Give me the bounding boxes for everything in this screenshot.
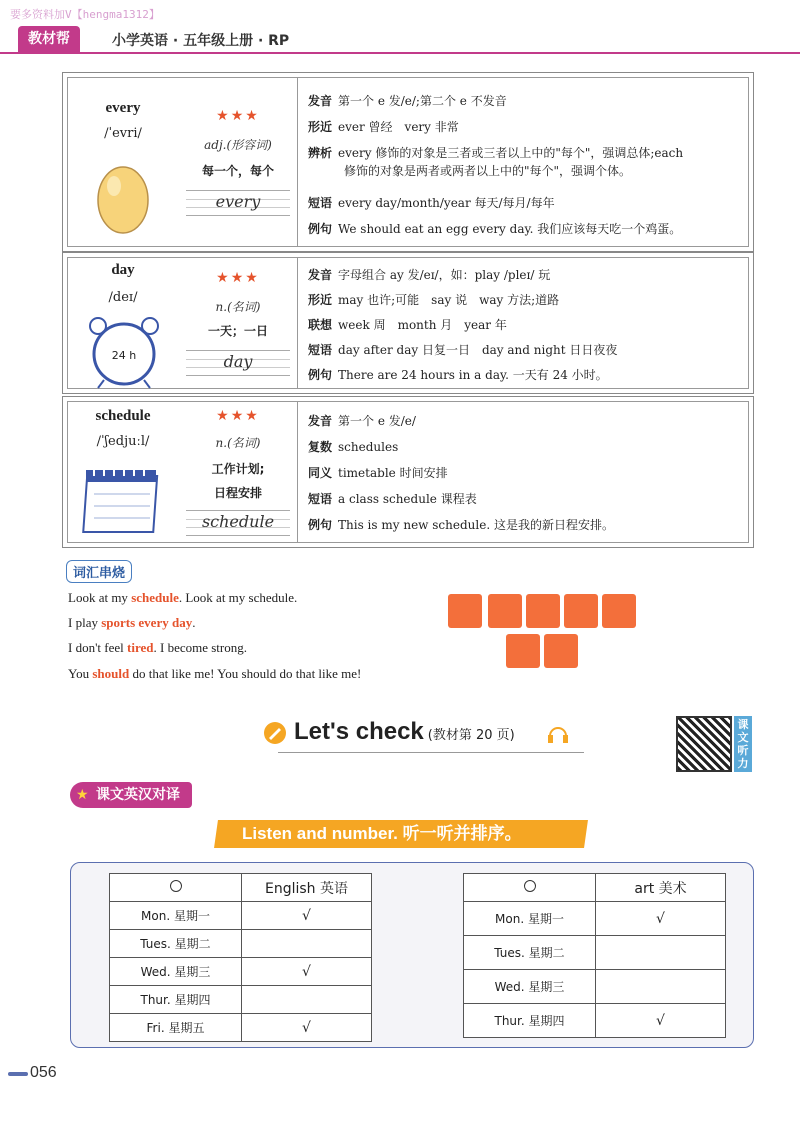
- note-row: 短语 every day/month/year 每天/每月/每年: [308, 196, 555, 210]
- column-header: English 英语: [242, 874, 372, 902]
- word-column: [68, 78, 178, 246]
- vocab-chant-tag: 词汇串烧: [66, 560, 132, 583]
- phonetic: /deɪ/: [108, 290, 138, 305]
- pencil-icon: [262, 720, 288, 746]
- definition-column: [178, 78, 298, 246]
- table-row: Wed. 星期三: [464, 970, 726, 1004]
- notes-column: [300, 402, 748, 542]
- note-row: 形近 may 也许;可能 say 说 way 方法;道路: [308, 293, 560, 307]
- notes-column: [300, 258, 748, 388]
- table-row: Mon. 星期一 √: [464, 902, 726, 936]
- part-of-speech: n.(名词): [215, 300, 261, 314]
- table-row: Fri. 星期五 √: [110, 1014, 372, 1042]
- phonetic: /ˈevri/: [104, 126, 142, 141]
- vocab-word: schedule: [95, 408, 151, 424]
- table-row: Tues. 星期二: [464, 936, 726, 970]
- swimming-icon: [602, 594, 636, 628]
- note-row: 辨析 every 修饰的对象是三者或三者以上中的"每个"，强调总体;each 修饰的对象是两者或两者以上中的"每个"，强调个体。: [308, 146, 684, 178]
- handwriting-lines: [186, 190, 290, 216]
- egg-illustration: [94, 156, 152, 236]
- headphone-icon: [546, 722, 570, 746]
- listen-banner: Listen and number. 听一听并排序。: [214, 820, 588, 848]
- top-bar: [0, 0, 800, 26]
- table-row: Mon. 星期一 √: [110, 902, 372, 930]
- page-bar: [8, 1072, 28, 1076]
- note-row: 例句 This is my new schedule. 这是我的新日程安排。: [308, 518, 614, 532]
- note-row: 例句 We should eat an egg every day. 我们应该每天吃一个鸡蛋。: [308, 222, 682, 236]
- chinese-meaning: 每一个，每个: [201, 164, 274, 178]
- note-row: 形近 ever 曾经 very 非常: [308, 120, 459, 134]
- note-row: 发音 字母组合 ay 发/eɪ/，如：play /pleɪ/ 玩: [308, 268, 551, 282]
- vocab-word: day: [111, 262, 135, 278]
- basketball-icon: [544, 634, 578, 668]
- handwriting-lines: [186, 350, 290, 376]
- part-of-speech: n.(名词): [215, 436, 261, 450]
- note-row: 例句 There are 24 hours in a day. 一天有 24 小时。: [308, 368, 608, 382]
- brand-label: 教材帮: [18, 26, 80, 52]
- art-schedule-table: [463, 873, 726, 1038]
- chinese-meaning: 工作计划;: [211, 462, 265, 476]
- handwriting-word: every: [215, 192, 261, 211]
- word-card-day: [62, 252, 754, 394]
- note-row: 同义 timetable 时间安排: [308, 466, 448, 480]
- clock-illustration: [86, 316, 162, 390]
- qr-code[interactable]: [676, 716, 732, 772]
- chant-line: I play sports every day.: [68, 615, 196, 630]
- running-icon: [488, 594, 522, 628]
- chant-line: Look at my schedule. Look at my schedule.: [68, 590, 298, 605]
- note-row: 联想 week 周 month 月 year 年: [308, 318, 507, 332]
- answer-circle[interactable]: [170, 880, 182, 892]
- lets-check-title: Let's check (教材第 20 页): [294, 718, 515, 745]
- gymnastics-icon: [564, 594, 598, 628]
- definition-column: [178, 258, 298, 388]
- word-card-every: [62, 72, 754, 252]
- part-of-speech: adj.(形容词): [204, 138, 272, 152]
- handwriting-word: day: [223, 352, 253, 371]
- divider: [278, 752, 584, 753]
- notes-column: [300, 78, 748, 246]
- chinese-meaning-2: 日程安排: [213, 486, 262, 500]
- table-row: Tues. 星期二: [110, 930, 372, 958]
- word-card-schedule: [62, 396, 754, 548]
- cycling-icon: [526, 594, 560, 628]
- vocab-word: every: [105, 100, 141, 116]
- table-row: Thur. 星期四 √: [464, 1004, 726, 1038]
- phonetic: /ˈʃedjuːl/: [96, 434, 150, 449]
- note-row: 短语 day after day 日复一日 day and night 日日夜夜: [308, 343, 618, 357]
- note-row: 复数 schedules: [308, 440, 399, 454]
- chinese-meaning: 一天；一日: [207, 324, 268, 338]
- note-row: 发音 第一个 e 发/e/;第二个 e 不发音: [308, 94, 507, 108]
- handwriting-word: schedule: [201, 512, 275, 531]
- book-title: 小学英语 · 五年级上册 · RP: [112, 33, 290, 49]
- watermark: 要多资料加V【hengma1312】: [10, 8, 160, 21]
- english-schedule-table: [109, 873, 372, 1042]
- definition-column: [178, 402, 298, 542]
- word-column: [68, 258, 178, 388]
- note-row: 短语 a class schedule 课程表: [308, 492, 477, 506]
- soccer-icon: [448, 594, 482, 628]
- star-rating: ★★★: [216, 108, 260, 124]
- table-row: Wed. 星期三 √: [110, 958, 372, 986]
- table-row: Thur. 星期四: [110, 986, 372, 1014]
- word-column: [68, 402, 178, 542]
- listening-exercise: [70, 862, 754, 1048]
- chant-line: I don't feel tired. I become strong.: [68, 640, 248, 655]
- clock-label: 24 h: [111, 349, 137, 362]
- audio-tag: 课文听力: [734, 716, 752, 772]
- star-rating: ★★★: [216, 270, 260, 286]
- football-icon: [506, 634, 540, 668]
- star-rating: ★★★: [216, 408, 260, 424]
- column-header: art 美术: [596, 874, 726, 902]
- section-title: ★ 课文英汉对译: [70, 782, 192, 808]
- answer-circle[interactable]: [524, 880, 536, 892]
- page-header: [0, 26, 800, 54]
- calendar-illustration: [82, 464, 164, 538]
- page-number: 056: [30, 1064, 57, 1081]
- handwriting-lines: [186, 510, 290, 536]
- note-row: 发音 第一个 e 发/e/: [308, 414, 416, 428]
- chant-line: You should do that like me! You should do that like me!: [68, 666, 362, 681]
